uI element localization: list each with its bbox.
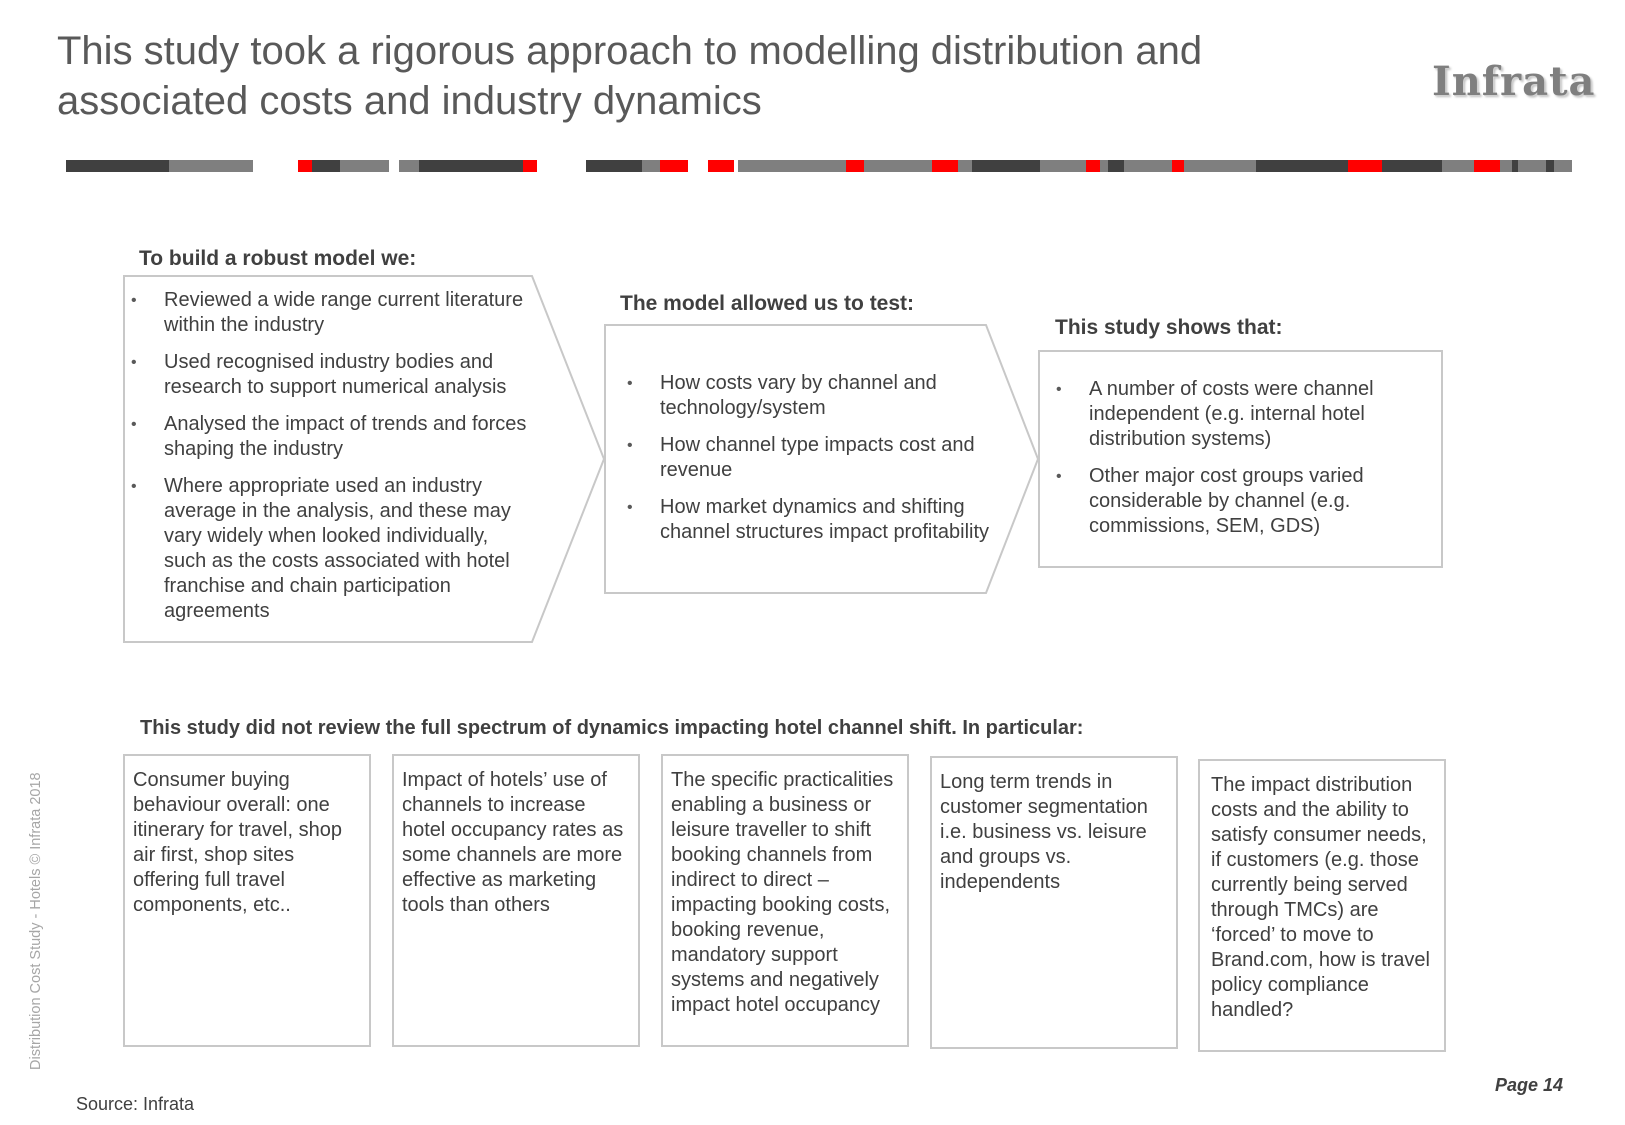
list-item: • Used recognised industry bodies and research to support numerical analysis xyxy=(131,350,531,400)
section2-heading: The model allowed us to test: xyxy=(620,292,915,315)
list-item: • Other major cost groups varied considerable by channel (e.g. commissions, SEM, GDS) xyxy=(1056,464,1426,539)
list-item: • How channel type impacts cost and revenue xyxy=(627,433,1012,483)
title-line-1: This study took a rigorous approach to modelling distribution and xyxy=(57,29,1203,73)
section1-bullet-list xyxy=(131,288,531,636)
limitation-box-5: The impact distribution costs and the ability to satisfy consumer needs, if customers (e.g. those currently being served through TMCs) are ‘forced’ to move to Brand.com, how is travel policy compliance handled? xyxy=(1198,759,1446,1052)
section3-heading: This study shows that: xyxy=(1055,316,1283,339)
section3-bullet-list xyxy=(1056,377,1426,551)
limitations-heading: This study did not review the full spectrum of dynamics impacting hotel channel shift. In particular: xyxy=(140,717,1084,739)
list-item: • Where appropriate used an industry average in the analysis, and these may vary widely when looked individually, such as the costs associated with hotel franchise and chain participation agreements xyxy=(131,474,531,624)
list-item: • A number of costs were channel independent (e.g. internal hotel distribution systems) xyxy=(1056,377,1426,452)
limitation-box-4: Long term trends in customer segmentation i.e. business vs. leisure and groups vs. independents xyxy=(930,756,1178,1049)
page-title xyxy=(57,26,1357,126)
infrata-logo: Infrata xyxy=(1432,58,1596,105)
title-line-2: associated costs and industry dynamics xyxy=(57,79,762,123)
limitation-box-1: Consumer buying behaviour overall: one itinerary for travel, shop air first, shop sites offering full travel components, etc.. xyxy=(123,754,371,1047)
list-item: • How market dynamics and shifting channel structures impact profitability xyxy=(627,495,1012,545)
decorative-stripe-bar xyxy=(0,160,1625,172)
section2-bullet-list xyxy=(627,371,1012,557)
limitation-box-2: Impact of hotels’ use of channels to increase hotel occupancy rates as some channels are more effective as marketing tools than others xyxy=(392,754,640,1047)
list-item: • Reviewed a wide range current literature within the industry xyxy=(131,288,531,338)
section1-heading: To build a robust model we: xyxy=(139,247,417,270)
page-number: Page 14 xyxy=(1495,1075,1564,1095)
side-copyright-label: Distribution Cost Study - Hotels © Infrata 2018 xyxy=(28,772,44,1070)
source-note: Source: Infrata xyxy=(76,1094,195,1114)
list-item: • Analysed the impact of trends and forces shaping the industry xyxy=(131,412,531,462)
limitation-box-3: The specific practicalities enabling a business or leisure traveller to shift booking channels from indirect to direct – impacting booking costs, booking revenue, mandatory support systems and negatively impact hotel occupancy xyxy=(661,754,909,1047)
list-item: • How costs vary by channel and technology/system xyxy=(627,371,1012,421)
